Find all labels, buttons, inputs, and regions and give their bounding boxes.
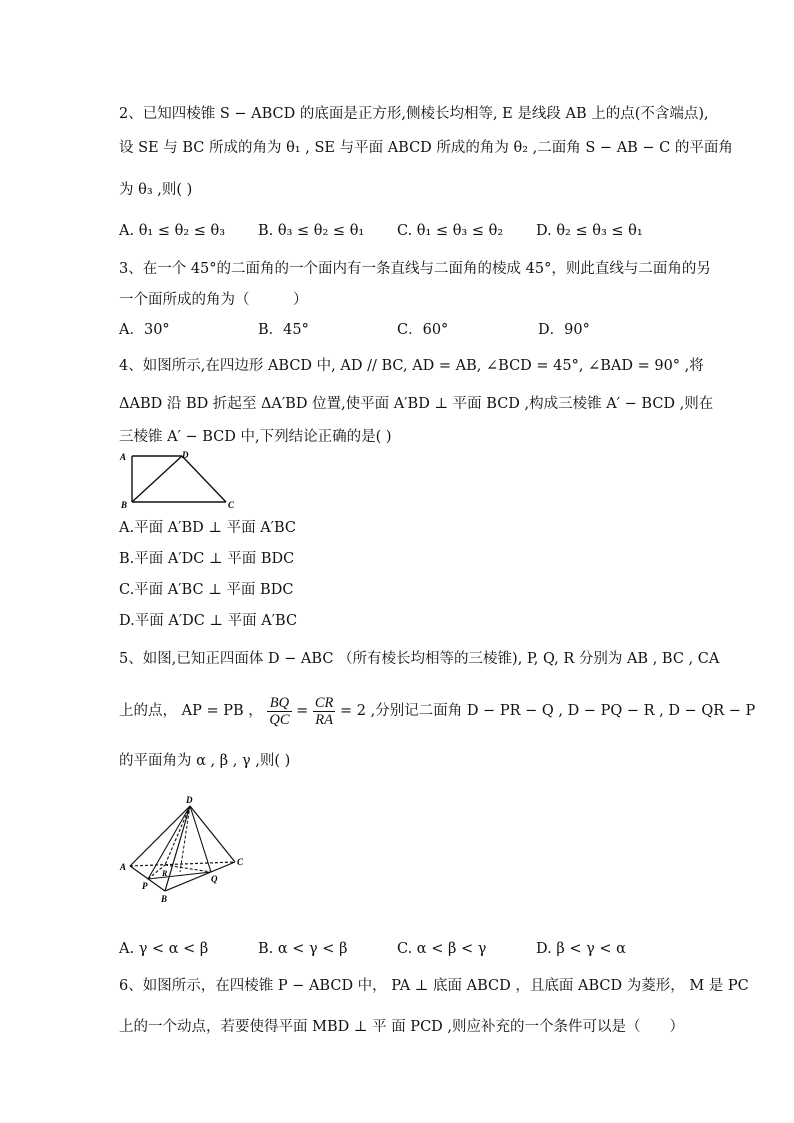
q4-edge-dc — [182, 456, 226, 502]
q4-label-d: D — [182, 450, 189, 460]
q5-option-d: D. β < γ < α — [536, 941, 626, 957]
q5-label-d: D — [186, 795, 193, 805]
q5-label-p: P — [142, 881, 148, 891]
q4-label-b: B — [121, 500, 128, 510]
q4-line1: 4、如图所示,在四边形 ABCD 中, AD // BC, AD = AB, ∠BCD = 45°, ∠BAD = 90° ,将 — [119, 358, 704, 374]
q6-line1: 6、如图所示，在四棱锥 P − ABCD 中， PA ⊥ 底面 ABCD ，且底面 ABCD 为菱形， M 是 PC — [119, 978, 749, 994]
q5-tetrahedron-figure — [118, 792, 253, 907]
q5-line3: 的平面角为 α , β , γ ,则( ) — [119, 753, 291, 769]
q3-option-a: A．30° — [119, 322, 170, 338]
q4-edge-bd — [132, 456, 182, 502]
q5-option-b: B. α < γ < β — [258, 941, 348, 957]
q3-line2: 一个面所成的角为（ ） — [119, 292, 308, 308]
q5-edge-ac — [130, 862, 235, 866]
q5-line2-suffix: = 2 ,分别记二面角 D − PR − Q , D − PQ − R , D − QR − P — [340, 703, 756, 719]
q4-line3: 三棱锥 A′ − BCD 中,下列结论正确的是( ) — [119, 429, 392, 445]
q5-label-a: A — [120, 862, 127, 872]
q5-edge-ab — [130, 866, 165, 891]
q4-option-b: B.平面 A′DC ⊥ 平面 BDC — [119, 551, 295, 567]
q3-line1: 3、在一个 45°的二面角的一个面内有一条直线与二面角的棱成 45°，则此直线与二面角的另 — [119, 261, 711, 277]
q6-line2: 上的一个动点，若要使得平面 MBD ⊥ 平 面 PCD ,则应补充的一个条件可以是（ ） — [119, 1019, 685, 1035]
q5-fraction1-numerator: BQ — [267, 695, 291, 712]
q5-edge-dq — [190, 806, 211, 872]
q2-line3: 为 θ₃ ,则( ) — [119, 182, 193, 198]
q4-line2: ΔABD 沿 BD 折起至 ΔA′BD 位置,使平面 A′BD ⊥ 平面 BCD ,构成三棱锥 A′ − BCD ,则在 — [119, 396, 714, 412]
q5-fraction2-numerator: CR — [314, 694, 334, 711]
q5-fraction1-denominator: QC — [269, 711, 290, 728]
q2-line1: 2、已知四棱锥 S − ABCD 的底面是正方形,侧棱长均相等, E 是线段 AB 上的点(不含端点), — [119, 106, 709, 122]
q3-option-d: D．90° — [538, 322, 590, 338]
q5-label-b: B — [161, 894, 168, 904]
q5-edge-aux — [180, 806, 190, 872]
q4-option-d: D.平面 A′DC ⊥ 平面 A′BC — [119, 613, 298, 629]
q5-line2 — [119, 694, 755, 728]
q4-option-a: A.平面 A′BD ⊥ 平面 A′BC — [119, 520, 296, 536]
q4-option-c: C.平面 A′BC ⊥ 平面 BDC — [119, 582, 294, 598]
q4-figure — [118, 450, 240, 512]
q2-option-d: D. θ₂ ≤ θ₃ ≤ θ₁ — [536, 223, 643, 239]
q5-option-c: C. α < β < γ — [397, 941, 487, 957]
q5-equals-sign: = — [296, 703, 309, 719]
q5-label-q: Q — [211, 874, 218, 884]
q5-edge-dr — [165, 806, 190, 865]
q5-label-c: C — [237, 857, 244, 867]
q5-option-a: A. γ < α < β — [119, 941, 209, 957]
q4-label-c: C — [228, 500, 235, 510]
q3-option-b: B．45° — [258, 322, 309, 338]
q5-edge-dc — [190, 806, 235, 862]
q2-option-b: B. θ₃ ≤ θ₂ ≤ θ₁ — [258, 223, 365, 239]
q5-fraction-bq-qc — [267, 695, 291, 728]
q5-fraction2-denominator: RA — [315, 711, 333, 728]
q4-label-a: A — [120, 452, 127, 462]
q3-option-c: C．60° — [397, 322, 449, 338]
q5-fraction-cr-ra — [313, 695, 336, 728]
q5-line1: 5、如图,已知正四面体 D − ABC （所有棱长均相等的三棱锥), P, Q, R 分别为 AB , BC , CA — [119, 651, 720, 667]
q5-line2-prefix: 上的点， AP = PB ， — [119, 703, 263, 719]
q2-option-a: A. θ₁ ≤ θ₂ ≤ θ₃ — [119, 223, 226, 239]
q2-option-c: C. θ₁ ≤ θ₃ ≤ θ₂ — [397, 223, 504, 239]
q5-label-r: R — [162, 869, 168, 878]
q2-line2: 设 SE 与 BC 所成的角为 θ₁ , SE 与平面 ABCD 所成的角为 θ₂ ,二面角 S − AB − C 的平面角 — [119, 140, 733, 156]
